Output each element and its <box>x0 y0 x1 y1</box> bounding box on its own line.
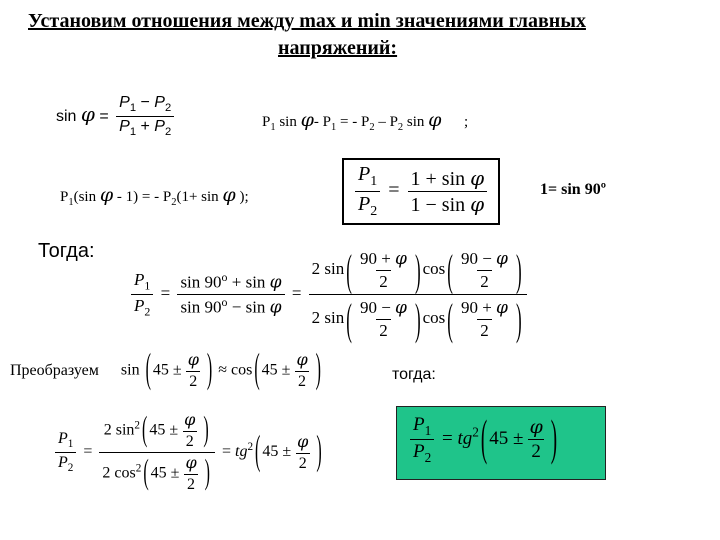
frac-numerator: $P_1 - P_2$ <box>119 94 172 115</box>
equation-expanded: $P_1$ sin φ- $P_1$ = - $P_2 - P_2$ sin φ ; <box>262 109 469 133</box>
sin-label: sin <box>56 108 77 126</box>
equation-ratio-sum-to-product: $\frac{P_1}{P_2}$ = $\frac{\sin 90^o + \sin \varphi}{\sin 90^o - \sin \varphi}$ = 2 sin ( $\frac{90 + \varphi}{2}$ ) cos ( $\frac{90 - \varphi}{2}$ ) 2 sin ( $\frac{90 - \varphi}{2}$ ) cos ( $\frac{90 + \varphi}{2}$ ) <box>128 250 530 339</box>
togda-label: Тогда: <box>38 240 95 262</box>
slide-title-line1: Установим отношения между max и min значениями главных <box>28 10 586 32</box>
equation-boxed-ratio: $\frac{P_1}{P_2}$ = $\frac{\text{1 + sin φ}}{\text{1 − sin φ}}$ <box>342 158 500 225</box>
togda2-label: тогда: <box>392 366 436 383</box>
equation-factored: $P_1(\sin$ φ - 1) = - $P_2(1+ \sin \varphi$ ); <box>60 184 249 208</box>
preobrazuem-line: Преобразуем sin ( 45 ± $\frac{\varphi}{2}$ ) ≈ cos ( 45 ± $\frac{\varphi}{2}$ ) <box>10 347 321 392</box>
equation-sin-ratio: sin φ = $\frac{P_1 - P_2}{P_1 + P_2}$ <box>56 95 177 139</box>
frac-denominator: $P_1 + P_2$ <box>116 116 174 138</box>
highlighted-result: $\frac{P_1}{P_2}$ = $tg^2$ ( 45 ± $\frac{\varphi}{2}$ ) <box>396 406 606 480</box>
slide-title-line2: напряжений: <box>278 37 398 59</box>
equation-tg-squared: $\frac{P_1}{P_2}$ = 2 $\sin^2$ ( 45 ± $\frac{\varphi}{2}$ ) 2 $\cos^2$ ( 45 ± $\frac{\varphi}{2}$ ) = $tg^2$ ( 45 ± $\frac{\varphi}{2}$ ) <box>52 412 324 493</box>
preobrazuem-label: Преобразуем <box>10 361 99 379</box>
equation-sin90: 1= sin 90º <box>540 181 606 198</box>
